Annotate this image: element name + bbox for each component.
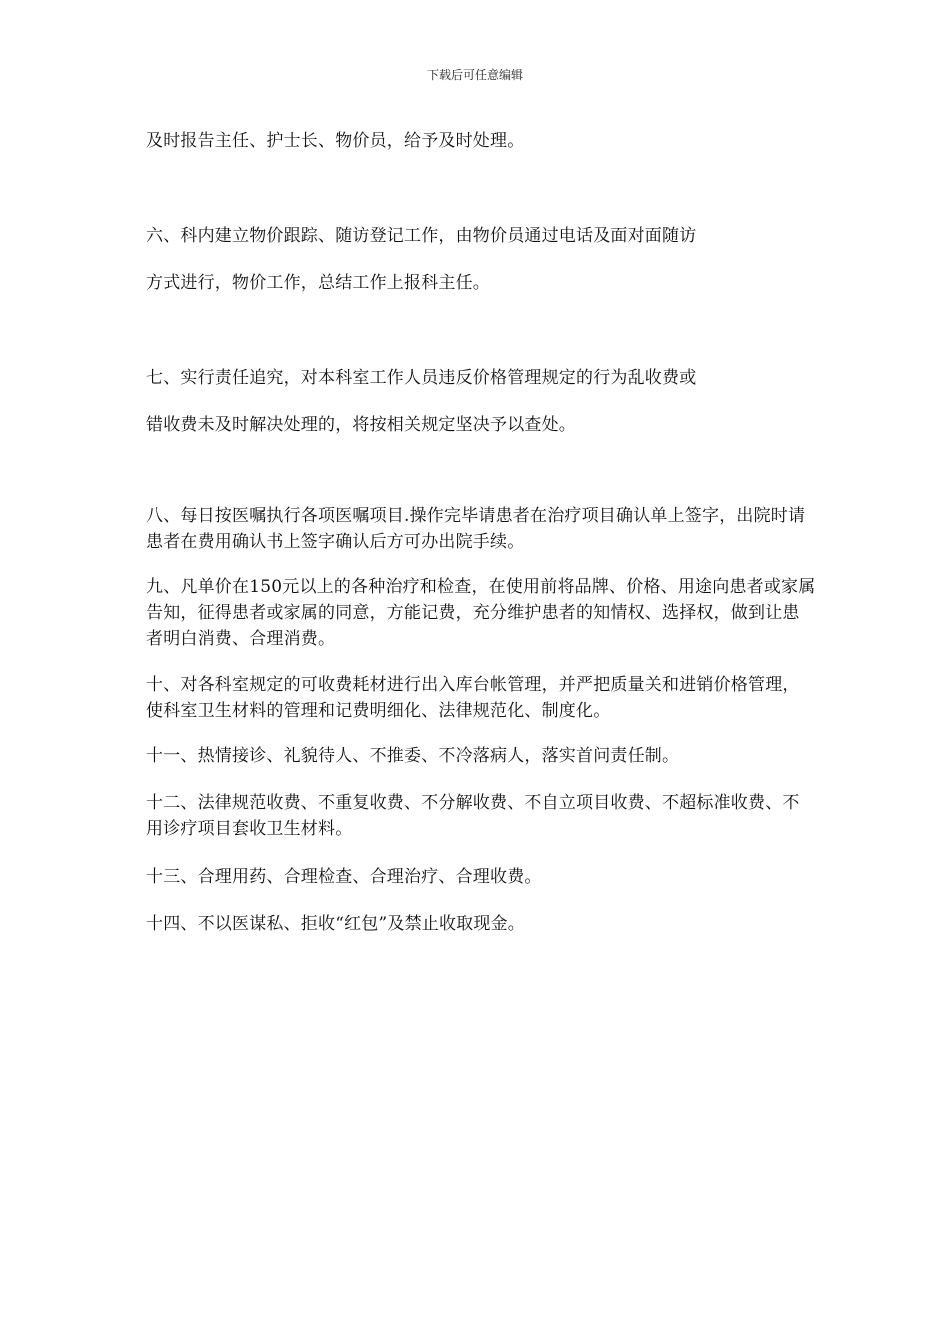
item-9-paragraph: 九、凡单价在150元以上的各种治疗和检查，在使用前将品牌、价格、用途向患者或家属告知，征得患者或家属的同意，方能记费，充分维护患者的知情权、选择权，做到让患者明白消费、合理消费。 — [146, 577, 816, 649]
item-11-paragraph: 十一、热情接诊、礼貌待人、不推委、不冷落病人，落实首问责任制。 — [146, 746, 680, 766]
item-13-paragraph: 十三、合理用药、合理检查、合理治疗、合理收费。 — [146, 867, 542, 887]
item-8-paragraph: 八、每日按医嘱执行各项医嘱项目.操作完毕请患者在治疗项目确认单上签字，出院时请患者在费用确认书上签字确认后方可办出院手续。 — [146, 506, 806, 552]
page-header: 下载后可任意编辑 — [426, 68, 523, 82]
item-6-line-1: 六、科内建立物价跟踪、随访登记工作，由物价员通过电话及面对面随访 — [146, 226, 697, 246]
item-7-line-1: 七、实行责任追究，对本科室工作人员违反价格管理规定的行为乱收费或 — [146, 368, 697, 388]
item-14-paragraph: 十四、不以医谋私、拒收“红包”及禁止收取现金。 — [146, 914, 525, 934]
item-7-line-2: 错收费未及时解决处理的，将按相关规定坚决予以查处。 — [146, 415, 576, 435]
item-6-line-2: 方式进行，物价工作，总结工作上报科主任。 — [146, 273, 490, 293]
item-10-paragraph: 十、对各科室规定的可收费耗材进行出入库台帐管理，并严把质量关和进销价格管理，使科室卫生材料的管理和记费明细化、法律规范化、制度化。 — [146, 675, 800, 721]
item-12-paragraph: 十二、法律规范收费、不重复收费、不分解收费、不自立项目收费、不超标准收费、不用诊疗项目套收卫生材料。 — [146, 793, 800, 839]
line-item-5-continuation: 及时报告主任、护士长、物价员，给予及时处理。 — [146, 131, 525, 151]
